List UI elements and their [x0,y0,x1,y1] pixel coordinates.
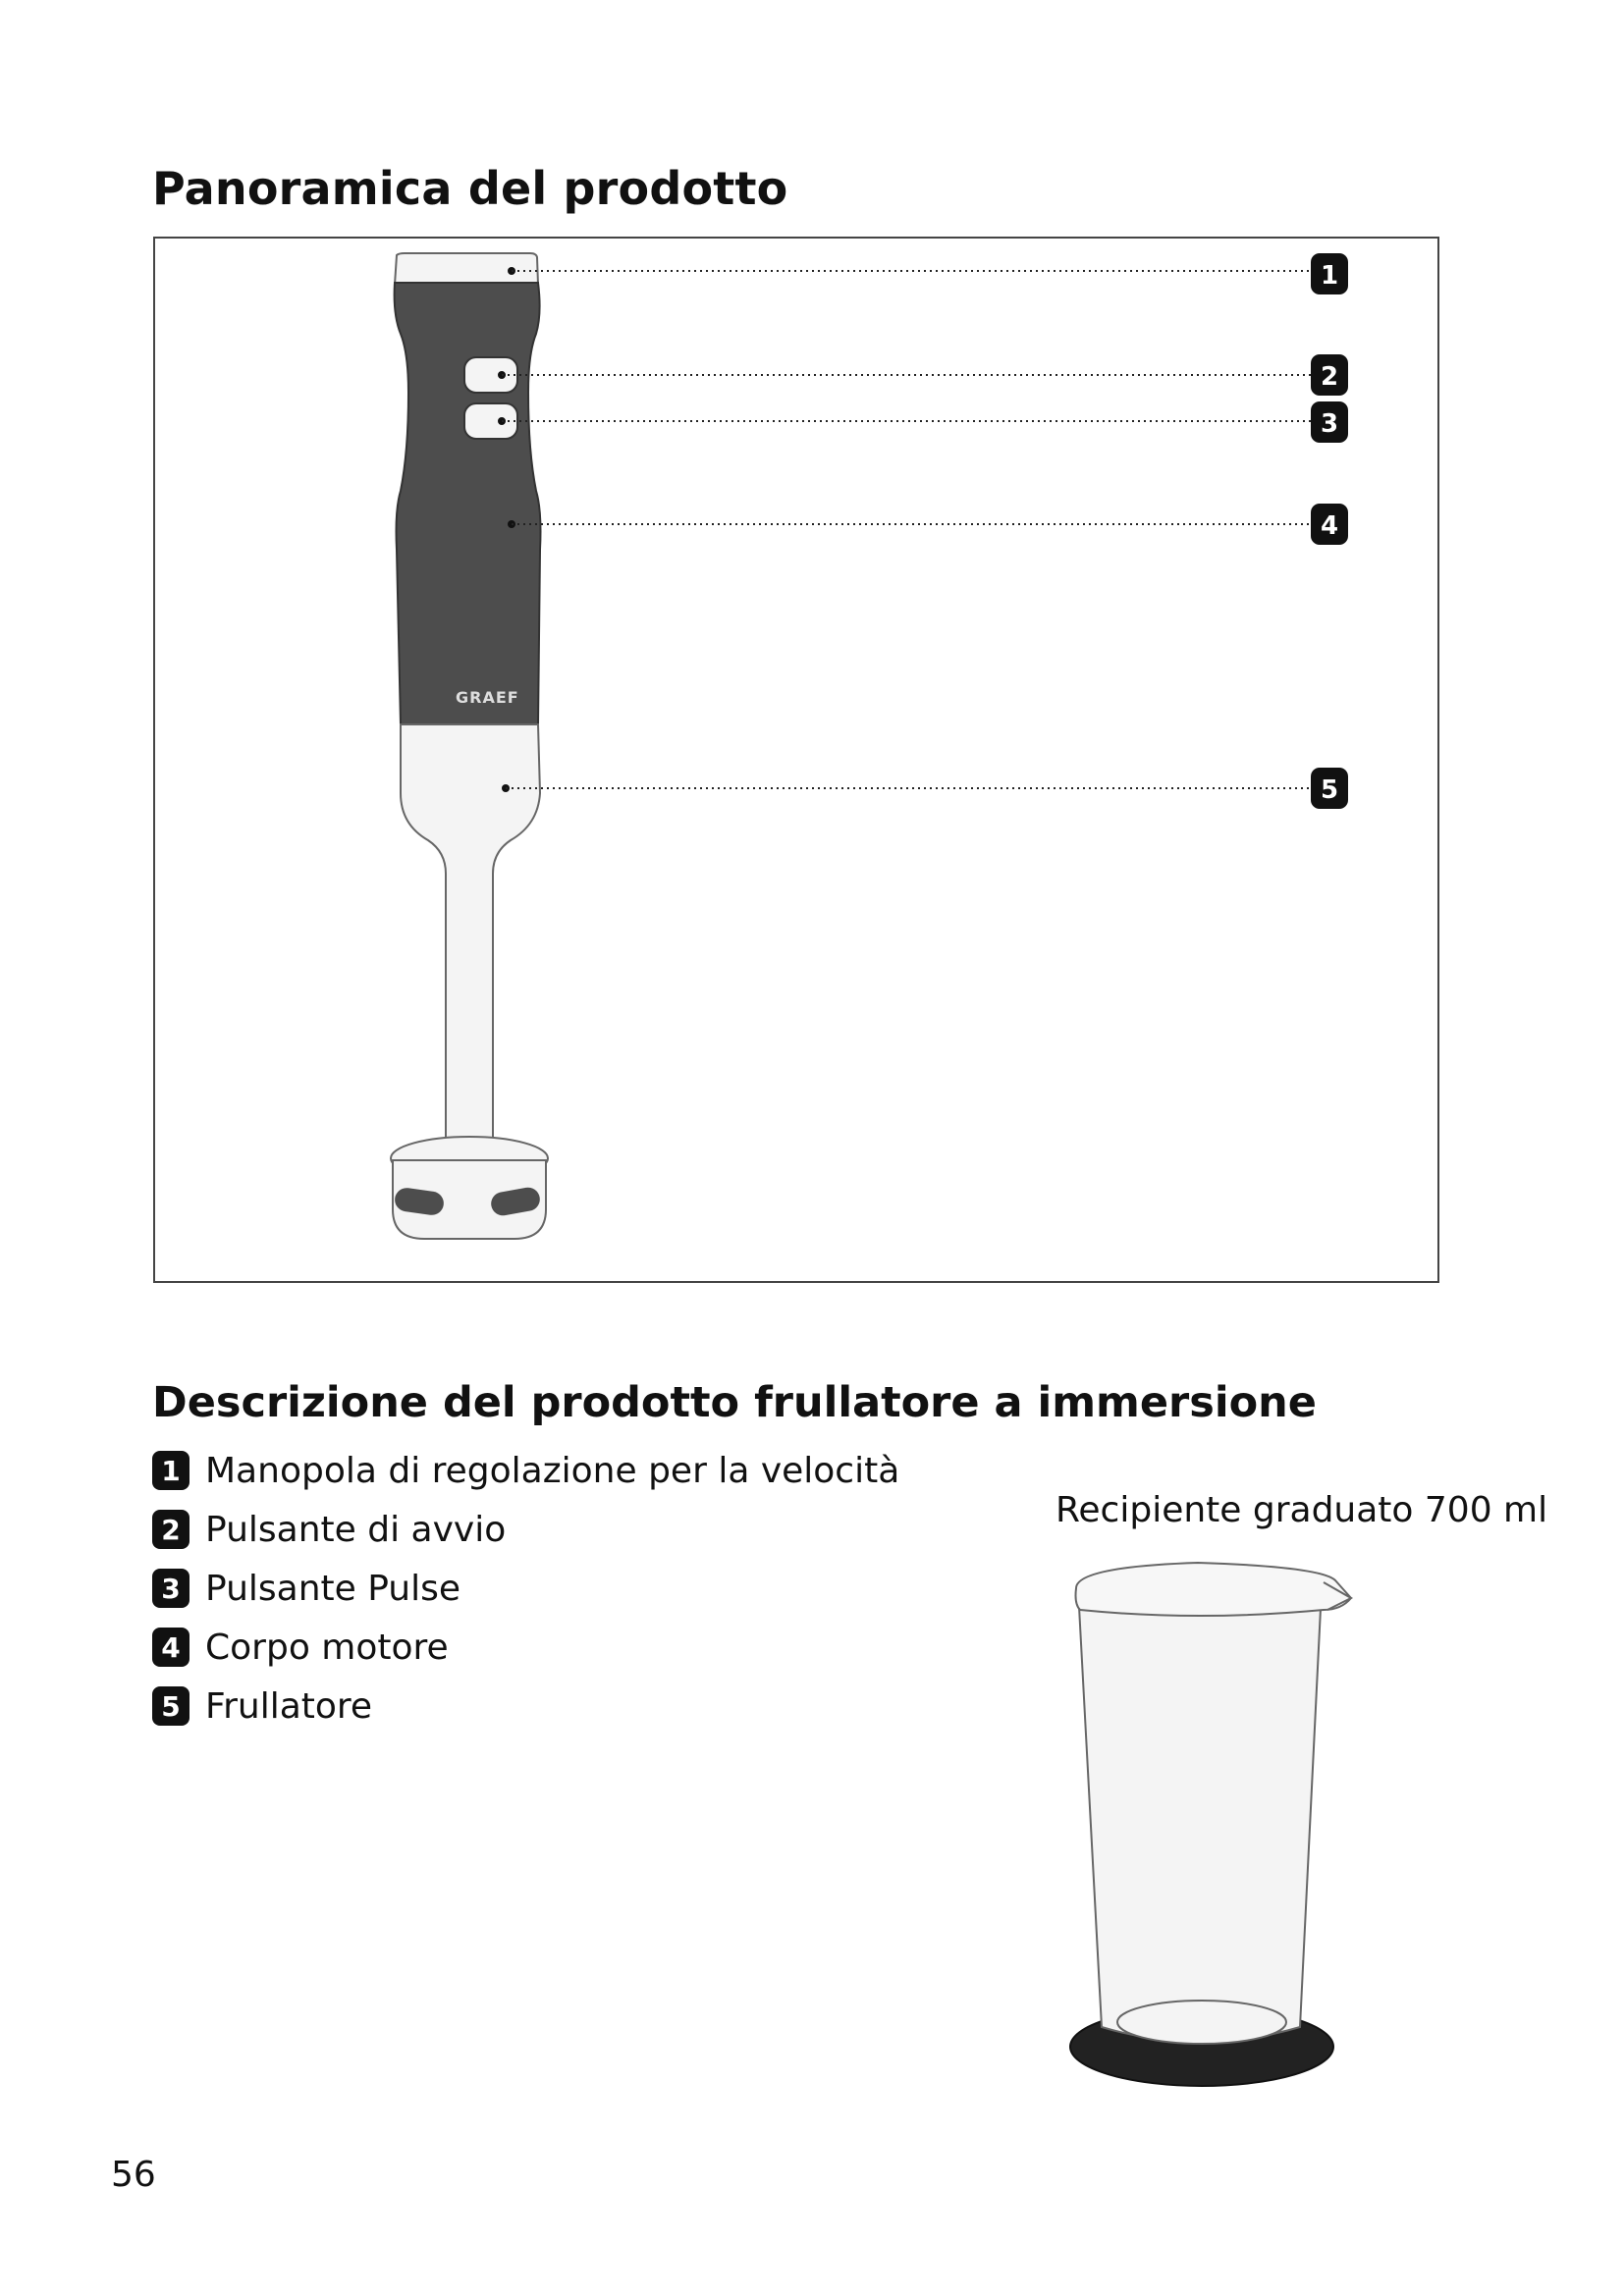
cup-rim [1076,1563,1352,1616]
legend-number-badge: 3 [152,1569,189,1608]
callout-3 [498,401,1348,443]
legend-item [152,1677,899,1735]
legend-label: Frullatore [205,1685,373,1727]
measuring-cup-illustration [1070,1563,1351,2086]
cup-bottom [1117,2001,1286,2044]
legend-number-badge: 4 [152,1628,189,1667]
callout-5 [502,768,1348,809]
svg-text:5: 5 [1320,775,1339,805]
parts-legend [152,1441,899,1735]
brand-logo: GRAEF [456,688,519,707]
legend-item [152,1618,899,1677]
legend-label: Pulsante di avvio [205,1509,507,1550]
legend-number-badge: 2 [152,1510,189,1549]
legend-label: Manopola di regolazione per la velocità [205,1450,900,1491]
svg-text:1: 1 [1320,261,1339,291]
callout-2 [498,354,1348,396]
svg-text:2: 2 [1320,362,1339,392]
blender-attachment [401,724,540,1139]
motor-body [395,283,541,724]
legend-item [152,1441,899,1500]
legend-label: Corpo motore [205,1627,449,1668]
description-title: Descrizione del prodotto frullatore a immersione [152,1378,1317,1427]
legend-item [152,1500,899,1559]
page-number: 56 [111,2155,156,2195]
svg-text:4: 4 [1320,511,1339,541]
page-title: Panoramica del prodotto [152,162,788,215]
legend-number-badge: 5 [152,1686,189,1726]
legend-number-badge: 1 [152,1451,189,1490]
callout-1 [508,253,1348,294]
cup-body [1078,1588,1322,2042]
legend-item [152,1559,899,1618]
callout-4 [508,504,1348,545]
svg-text:3: 3 [1320,409,1339,439]
measuring-cup-label: Recipiente graduato 700 ml [1056,1490,1548,1530]
legend-label: Pulsante Pulse [205,1568,461,1609]
speed-knob [395,253,538,285]
